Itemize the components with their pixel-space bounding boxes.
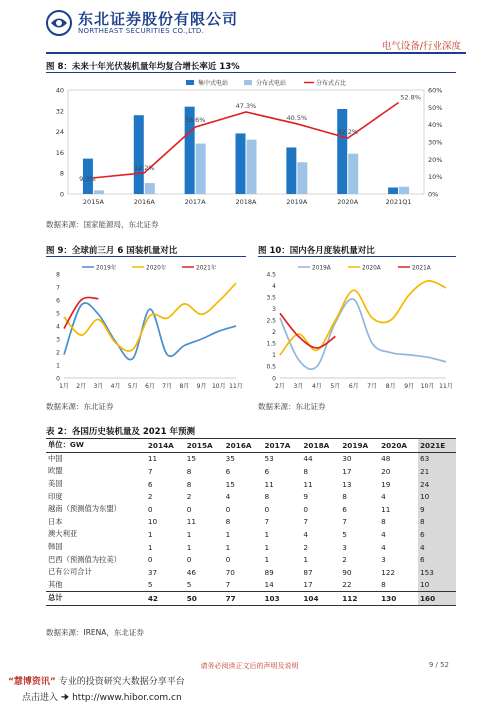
table-cell: 3 xyxy=(381,555,386,565)
table-row-label: 巴西（预测值为拉美） xyxy=(48,554,121,564)
fig9-xtick: 4月 xyxy=(110,383,121,390)
table-header-year: 2018A xyxy=(301,439,340,453)
fig8-legend-label: 分布式占比 xyxy=(316,80,347,87)
fig10-title: 图 10：国内各月度装机量对比 xyxy=(258,246,375,256)
fig8-bar-distributed xyxy=(94,190,104,194)
fig9-xtick: 11月 xyxy=(229,383,243,390)
fig8-bar-centralized xyxy=(236,133,246,194)
table-cell: 20 xyxy=(381,466,391,476)
table-row xyxy=(46,516,456,529)
fig8-y2tick: 20% xyxy=(428,155,443,164)
fig9-xtick: 9月 xyxy=(196,383,207,390)
fig8-chart xyxy=(46,76,456,216)
table-cell: 50 xyxy=(185,592,224,606)
fig10-xtick: 11月 xyxy=(439,383,453,390)
fig9-title: 图 9：全球前三月 6 国装机量对比 xyxy=(46,246,178,256)
table-row xyxy=(46,478,456,491)
fig9-legend-label: 2021年 xyxy=(196,265,217,272)
fig9-source: 数据来源：东北证券 xyxy=(46,402,114,411)
fig8-xtick: 2016A xyxy=(133,198,155,206)
table-cell: 153 xyxy=(418,566,456,579)
fig8-bar-distributed xyxy=(348,154,358,194)
fig9-ytick: 7 xyxy=(56,284,60,292)
fig8-ytick: 24 xyxy=(55,128,64,137)
fig10-ytick: 3 xyxy=(272,305,276,313)
table-row xyxy=(46,579,456,592)
page-number: 9 / 52 xyxy=(428,661,449,669)
table-cell: 130 xyxy=(379,592,418,606)
table-cell: 2 xyxy=(303,542,308,552)
table-cell: 11 xyxy=(147,454,158,464)
fig10-source: 数据来源：东北证券 xyxy=(258,402,326,411)
fig8-bar-distributed xyxy=(145,183,155,194)
report-sector: 电气设备/行业深度 xyxy=(381,41,461,52)
fig10-legend-label: 2019A xyxy=(312,265,331,272)
fig10-xtick: 10月 xyxy=(420,383,435,390)
table-header-year: 2017A xyxy=(262,439,301,453)
table-cell: 8 xyxy=(381,580,386,590)
table-cell: 6 xyxy=(418,553,456,566)
fig8-data-label: 9.3% xyxy=(79,174,96,183)
table-cell: 35 xyxy=(225,454,235,464)
table-cell: 17 xyxy=(303,580,313,590)
table-cell: 6 xyxy=(225,466,231,476)
table-header-unit: 单位：GW xyxy=(46,439,146,453)
fig9-xtick: 10月 xyxy=(211,383,226,390)
fig10-xtick: 3月 xyxy=(293,383,304,390)
table-cell: 87 xyxy=(303,567,313,577)
table-cell: 122 xyxy=(381,567,396,577)
company-name-en: NORTHEAST SECURITIES CO.,LTD. xyxy=(78,27,205,35)
fig9-xtick: 8月 xyxy=(179,383,190,390)
fig8-bar-centralized xyxy=(337,109,347,194)
table-cell: 104 xyxy=(301,592,340,606)
table-cell: 6 xyxy=(342,504,347,514)
table-cell: 0 xyxy=(147,555,153,565)
fig9-title-rule xyxy=(46,256,246,257)
fig8-data-label: 38.6% xyxy=(184,116,206,125)
table-row-label: 韩国 xyxy=(48,542,63,552)
table-header-year: 2015A xyxy=(185,439,224,453)
table-row-label: 越南（预测值为东盟） xyxy=(48,504,121,514)
fig9-xtick: 7月 xyxy=(162,383,173,390)
fig8-xtick: 2021Q1 xyxy=(385,198,412,206)
fig9-ytick: 6 xyxy=(56,297,60,305)
table-header-year: 2019A xyxy=(340,439,379,453)
table-cell: 8 xyxy=(264,492,270,502)
table-row-label: 其他 xyxy=(48,579,63,589)
fig10-ytick: 2 xyxy=(272,329,276,337)
table-cell: 0 xyxy=(186,504,192,514)
table-cell: 53 xyxy=(264,454,274,464)
table-header-year: 2020A xyxy=(379,439,418,453)
fig8-xtick: 2017A xyxy=(184,198,206,206)
table-cell: 10 xyxy=(418,490,456,503)
fig8-legend-swatch xyxy=(244,80,252,85)
table-source: 数据来源：IRENA，东北证券 xyxy=(46,628,144,637)
fig9-xtick: 5月 xyxy=(127,383,138,390)
fig8-bar-centralized xyxy=(388,188,398,195)
table-row-label: 总计 xyxy=(46,592,146,606)
fig9-ytick: 3 xyxy=(56,336,60,344)
table-cell: 24 xyxy=(418,478,456,491)
table-row xyxy=(46,541,456,554)
table-row xyxy=(46,452,456,465)
table-row xyxy=(46,465,456,478)
fig8-y2tick: 30% xyxy=(428,138,443,147)
fig9-xtick: 3月 xyxy=(93,383,104,390)
fig8-bar-distributed xyxy=(247,140,257,194)
header-divider xyxy=(46,52,466,54)
table-cell: 0 xyxy=(186,555,192,565)
fig8-data-label: 52.8% xyxy=(400,93,421,102)
table-header-year: 2014A xyxy=(146,439,185,453)
fig9-ytick: 1 xyxy=(56,362,60,370)
fig8-legend-label: 集中式电站 xyxy=(198,80,229,87)
table-cell: 7 xyxy=(225,580,231,590)
fig9-ytick: 0 xyxy=(56,375,60,383)
table-row xyxy=(46,490,456,503)
table-cell: 90 xyxy=(342,567,352,577)
fig10-ytick: 3.5 xyxy=(266,294,276,302)
fig10-ytick: 2.5 xyxy=(266,317,276,325)
table-cell: 4 xyxy=(418,541,456,554)
table-cell: 11 xyxy=(264,479,274,489)
table-cell: 11 xyxy=(381,504,391,514)
table-cell: 4 xyxy=(381,529,386,539)
fig10-ytick: 4 xyxy=(272,282,276,290)
fig10-ytick: 1.5 xyxy=(266,340,276,348)
table-cell: 1 xyxy=(186,529,192,539)
table-cell: 30 xyxy=(342,454,352,464)
table-row-label: 澳大利亚 xyxy=(48,529,78,539)
table-cell: 15 xyxy=(186,454,197,464)
table-header-year: 2016A xyxy=(224,439,263,453)
fig8-bar-centralized xyxy=(286,147,296,194)
table-row-label: 印度 xyxy=(48,491,63,501)
table-cell: 6 xyxy=(264,466,270,476)
table-cell: 5 xyxy=(186,580,192,590)
promo-line xyxy=(0,674,185,687)
fig10-ytick: 1 xyxy=(272,352,276,360)
table-cell: 17 xyxy=(342,466,352,476)
table-cell: 4 xyxy=(381,492,386,502)
fig8-source: 数据来源：国家能源局，东北证券 xyxy=(46,220,159,229)
fig8-bar-distributed xyxy=(196,144,206,194)
fig9-xtick: 6月 xyxy=(145,383,155,390)
table-cell: 7 xyxy=(303,517,308,527)
fig10-xtick: 6月 xyxy=(348,383,359,390)
table-cell: 2 xyxy=(147,492,153,502)
fig10-xtick: 2月 xyxy=(275,383,285,390)
table-cell: 22 xyxy=(342,580,352,590)
fig8-title-rule xyxy=(46,72,456,73)
table-cell: 8 xyxy=(225,517,231,527)
table-cell: 14 xyxy=(264,580,274,590)
promo-text: 专业的投资研究大数据分享平台 xyxy=(55,677,185,687)
table-row-label: 美国 xyxy=(48,479,63,489)
fig8-title: 图 8：未来十年光伏装机量年均复合增长率近 13% xyxy=(46,62,240,72)
fig8-y2tick: 0% xyxy=(428,190,439,199)
table-cell: 37 xyxy=(147,567,158,577)
fig8-bar-centralized xyxy=(134,115,144,194)
table-cell: 1 xyxy=(264,555,270,565)
table-cell: 112 xyxy=(340,592,379,606)
fig9-legend-label: 2020年 xyxy=(146,265,167,272)
table-cell: 8 xyxy=(342,492,347,502)
table-row xyxy=(46,503,456,516)
table-cell: 9 xyxy=(418,503,456,516)
table-header-year: 2021E xyxy=(418,439,456,453)
table-cell: 160 xyxy=(418,592,456,606)
fig8-y2tick: 10% xyxy=(428,173,443,182)
fig10-ytick: 0 xyxy=(272,375,276,383)
table-row-label: 已有公司合计 xyxy=(48,567,92,577)
table-cell: 11 xyxy=(186,517,197,527)
table-cell: 0 xyxy=(225,555,231,565)
fig8-data-label: 47.3% xyxy=(235,102,257,111)
table-cell: 1 xyxy=(147,529,153,539)
table-row-label: 中国 xyxy=(48,453,63,463)
company-name-cn: 东北证券股份有限公司 xyxy=(78,10,239,28)
fig8-xtick: 2015A xyxy=(82,198,104,206)
table-cell: 21 xyxy=(418,465,456,478)
table-cell: 9 xyxy=(303,492,308,502)
table-cell: 103 xyxy=(262,592,301,606)
fig8-data-label: 32.2% xyxy=(337,128,359,137)
table-header-row xyxy=(46,439,456,453)
fig9-chart xyxy=(46,260,246,395)
table-cell: 1 xyxy=(225,542,231,552)
fig10-series-line xyxy=(280,299,446,369)
fig8-bar-distributed xyxy=(297,162,307,194)
table-cell: 5 xyxy=(342,529,347,539)
table-cell: 7 xyxy=(342,517,347,527)
table-cell: 7 xyxy=(264,517,270,527)
fig8-legend-swatch xyxy=(186,80,194,85)
fig8-y2tick: 40% xyxy=(428,121,443,130)
fig8-bar-distributed xyxy=(399,187,409,194)
table-cell: 0 xyxy=(225,504,231,514)
table-cell: 48 xyxy=(381,454,391,464)
table-cell: 77 xyxy=(224,592,263,606)
fig8-xtick: 2020A xyxy=(337,198,359,206)
fig10-ytick: 0.5 xyxy=(266,363,276,371)
table-title: 表 2：各国历史装机量及 2021 年预测 xyxy=(46,427,195,437)
table-cell: 1 xyxy=(303,555,308,565)
table-cell: 89 xyxy=(264,567,274,577)
table-row xyxy=(46,566,456,579)
table-cell: 3 xyxy=(342,542,347,552)
table-cell: 42 xyxy=(146,592,185,606)
company-logo-icon xyxy=(46,10,72,36)
fig8-data-label: 40.5% xyxy=(286,113,308,122)
table-cell: 4 xyxy=(225,492,231,502)
table-cell: 15 xyxy=(225,479,235,489)
table-row-label: 欧盟 xyxy=(48,466,63,476)
table-cell: 2 xyxy=(342,555,347,565)
fig9-series-line xyxy=(64,303,236,360)
table-cell: 19 xyxy=(381,479,391,489)
table-cell: 11 xyxy=(303,479,313,489)
fig8-ytick: 16 xyxy=(55,148,64,157)
fig10-xtick: 9月 xyxy=(404,383,415,390)
table-cell: 44 xyxy=(303,454,313,464)
table-cell: 4 xyxy=(381,542,386,552)
table-cell: 63 xyxy=(418,452,456,465)
table-cell: 0 xyxy=(303,504,308,514)
table-cell: 8 xyxy=(303,466,308,476)
fig10-xtick: 4月 xyxy=(311,383,322,390)
table-cell: 6 xyxy=(418,528,456,541)
table-cell: 10 xyxy=(147,517,158,527)
table-cell: 8 xyxy=(186,466,192,476)
table-cell: 2 xyxy=(186,492,192,502)
disclaimer-note: 请务必阅读正文后的声明及说明 xyxy=(200,662,299,670)
fig8-ytick: 40 xyxy=(55,86,64,95)
table-row-label: 日本 xyxy=(48,516,63,526)
table-cell: 8 xyxy=(186,479,192,489)
table-cell: 1 xyxy=(186,542,192,552)
table-cell: 1 xyxy=(225,529,231,539)
fig10-legend-label: 2020A xyxy=(362,265,381,272)
table-cell: 46 xyxy=(186,567,197,577)
fig10-xtick: 5月 xyxy=(330,383,341,390)
table-cell: 10 xyxy=(418,579,456,592)
table-row xyxy=(46,528,456,541)
fig8-data-label: 12.2% xyxy=(133,163,155,172)
table-cell: 8 xyxy=(381,517,386,527)
history-table xyxy=(46,438,456,606)
fig8-ytick: 8 xyxy=(59,169,64,178)
table-total-row xyxy=(46,592,456,606)
table-cell: 6 xyxy=(147,479,153,489)
fig10-xtick: 8月 xyxy=(385,383,396,390)
fig10-chart xyxy=(258,260,456,395)
table-cell: 0 xyxy=(147,504,153,514)
table-cell: 1 xyxy=(264,542,270,552)
fig9-xtick: 2月 xyxy=(76,383,87,390)
table-cell: 13 xyxy=(342,479,352,489)
fig8-legend-label: 分布式电站 xyxy=(256,80,287,87)
fig9-ytick: 4 xyxy=(56,323,60,331)
table-cell: 4 xyxy=(303,529,308,539)
fig8-y2tick: 60% xyxy=(428,86,443,95)
fig9-ytick: 8 xyxy=(56,271,60,279)
fig9-legend-label: 2019年 xyxy=(96,265,117,272)
fig9-ytick: 2 xyxy=(56,349,60,357)
promo-link[interactable]: 点击进入 🠊 http://www.hibor.com.cn xyxy=(22,693,182,703)
table-cell: 7 xyxy=(147,466,153,476)
fig8-ytick: 32 xyxy=(55,107,64,116)
fig9-series-line xyxy=(64,283,236,351)
table-cell: 70 xyxy=(225,567,235,577)
fig9-ytick: 5 xyxy=(56,310,60,318)
promo-brand: “慧博资讯” xyxy=(8,677,56,687)
fig8-y2tick: 50% xyxy=(428,103,443,112)
fig10-legend-label: 2021A xyxy=(412,265,431,272)
fig9-xtick: 1月 xyxy=(59,383,69,390)
table-row xyxy=(46,553,456,566)
fig8-ytick: 0 xyxy=(59,190,64,199)
table-cell: 5 xyxy=(147,580,153,590)
fig8-xtick: 2019A xyxy=(286,198,308,206)
table-cell: 8 xyxy=(418,516,456,529)
table-cell: 1 xyxy=(264,529,270,539)
fig10-title-rule xyxy=(258,256,456,257)
table-cell: 0 xyxy=(264,504,270,514)
fig10-ytick: 4.5 xyxy=(266,271,276,279)
table-cell: 1 xyxy=(147,542,153,552)
fig10-xtick: 7月 xyxy=(367,383,378,390)
fig8-xtick: 2018A xyxy=(235,198,257,206)
